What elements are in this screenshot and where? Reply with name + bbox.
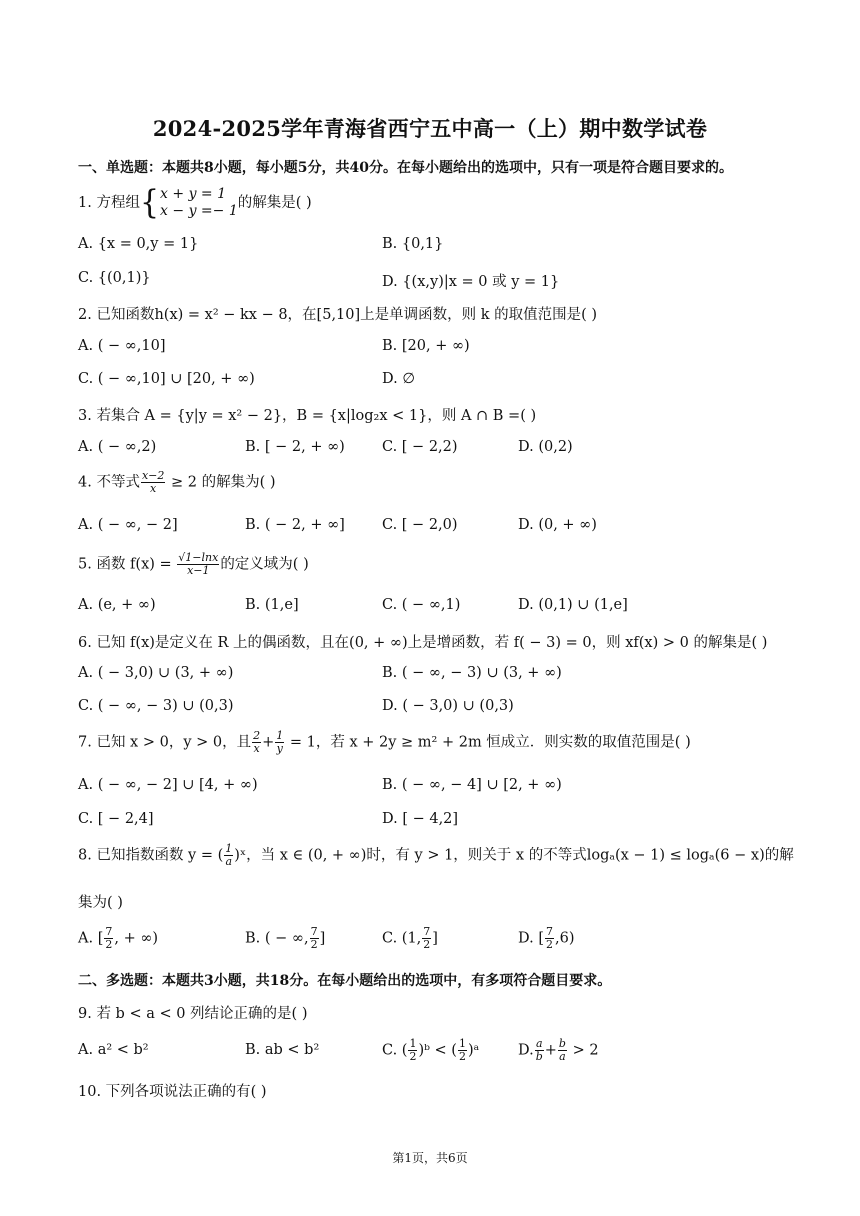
q8-a-fraction xyxy=(104,926,113,951)
q9-c-fraction-1 xyxy=(408,1038,417,1063)
section-single-choice: 一、单选题：本题共8小题，每小题5分，共40分。在每小题给出的选项中，只有一项是符合题目要求的。 xyxy=(78,160,733,176)
q8-d-fraction xyxy=(545,926,554,951)
q9-d-prefix: D. xyxy=(518,1042,534,1059)
q4-option-b: B. ( − 2, + ∞] xyxy=(245,517,345,533)
q9-d-suffix: > 2 xyxy=(567,1042,599,1059)
q8-suffix: )ˣ，当 x ∈ (0, + ∞)时，有 y > 1，则关于 x 的不等式logₐ(x − 1) ≤ logₐ(6 − x)的解 xyxy=(234,847,794,864)
q1-option-c: C. {(0,1)} xyxy=(78,270,151,286)
q9-c-fraction-2 xyxy=(458,1038,467,1063)
q8-option-a xyxy=(78,926,158,951)
q8-a-den: 2 xyxy=(105,938,113,951)
q4-fraction xyxy=(141,470,165,495)
q3-option-d: D. (0,2) xyxy=(518,439,573,455)
q8-c-suffix: ] xyxy=(432,930,438,947)
q9-d-f2-den: a xyxy=(559,1050,566,1063)
q8-c-den: 2 xyxy=(423,938,431,951)
q9-d-fraction-1 xyxy=(535,1038,544,1063)
q5-option-c: C. ( − ∞,1) xyxy=(382,597,461,613)
q5-option-d: D. (0,1) ∪ (1,e] xyxy=(518,597,628,613)
question-3: 3. 若集合 A = {y|y = x² − 2}，B = {x|log₂x < 1}，则 A ∩ B =( ) xyxy=(78,408,537,424)
page-title: 2024-2025学年青海省西宁五中高一（上）期中数学试卷 xyxy=(152,116,708,141)
q6-option-c: C. ( − ∞, − 3) ∪ (0,3) xyxy=(78,698,234,714)
q9-option-a: A. a² < b² xyxy=(78,1042,149,1058)
q8-denominator: a xyxy=(225,855,233,868)
q7-option-b: B. ( − ∞, − 4] ∪ [2, + ∞) xyxy=(382,777,562,793)
q5-denominator: x−1 xyxy=(187,564,210,577)
q4-denominator: x xyxy=(150,482,157,495)
q9-d-f1-den: b xyxy=(535,1050,543,1063)
q9-c-f1-num: 1 xyxy=(409,1037,417,1050)
question-8 xyxy=(78,843,794,868)
q9-c-middle: )ᵇ < ( xyxy=(418,1042,457,1059)
question-5 xyxy=(78,552,309,577)
q9-d-fraction-2 xyxy=(558,1038,567,1063)
question-1 xyxy=(78,183,312,222)
q7-fraction-1 xyxy=(252,730,261,755)
equation-1: x + y = 1 xyxy=(160,186,227,202)
q7-fraction-2 xyxy=(275,730,284,755)
q7-f1-numerator: 2 xyxy=(253,729,261,742)
q6-option-b: B. ( − ∞, − 3) ∪ (3, + ∞) xyxy=(382,665,562,681)
equation-system xyxy=(160,186,238,220)
q3-option-a: A. ( − ∞,2) xyxy=(78,439,157,455)
q9-c-suffix: )ᵃ xyxy=(467,1042,480,1059)
q2-option-d: D. ∅ xyxy=(382,371,415,387)
q1-prefix: 1. 方程组 xyxy=(78,195,140,211)
q4-option-a: A. ( − ∞, − 2] xyxy=(78,517,178,533)
equation-2: x − y =− 1 xyxy=(160,203,238,219)
q8-c-num: 7 xyxy=(423,925,431,938)
q8-a-num: 7 xyxy=(105,925,113,938)
question-2: 2. 已知函数h(x) = x² − kx − 8，在[5,10]上是单调函数，则 k 的取值范围是( ) xyxy=(78,307,598,323)
q8-option-b xyxy=(245,926,325,951)
q8-b-den: 2 xyxy=(310,938,318,951)
q8-prefix: 8. 已知指数函数 y = ( xyxy=(78,847,224,864)
q8-c-prefix: C. (1, xyxy=(382,930,422,947)
q7-f2-denominator: y xyxy=(276,742,283,755)
q4-numerator: x−2 xyxy=(141,469,165,482)
q8-a-suffix: , + ∞) xyxy=(114,930,159,947)
q7-suffix: = 1，若 x + 2y ≥ m² + 2m 恒成立．则实数的取值范围是( ) xyxy=(285,734,691,751)
question-6: 6. 已知 f(x)是定义在 R 上的偶函数，且在(0, + ∞)上是增函数，若 f( − 3) = 0，则 xf(x) > 0 的解集是( ) xyxy=(78,635,768,651)
q5-option-a: A. (e, + ∞) xyxy=(78,597,156,613)
q9-c-f2-den: 2 xyxy=(458,1050,466,1063)
section-multiple-choice: 二、多选题：本题共3小题，共18分。在每小题给出的选项中，有多项符合题目要求。 xyxy=(78,973,612,989)
q7-f1-denominator: x xyxy=(253,742,260,755)
q2-option-b: B. [20, + ∞) xyxy=(382,338,470,354)
q9-d-f2-num: b xyxy=(558,1037,566,1050)
question-9: 9. 若 b < a < 0 列结论正确的是( ) xyxy=(78,1006,308,1022)
q8-b-suffix: ] xyxy=(319,930,326,947)
q8-b-fraction xyxy=(310,926,319,951)
q5-numerator: √1−lnx xyxy=(178,551,219,564)
q4-prefix: 4. 不等式 xyxy=(78,474,140,491)
q8-d-den: 2 xyxy=(545,938,553,951)
q6-option-a: A. ( − 3,0) ∪ (3, + ∞) xyxy=(78,665,234,681)
q9-d-plus: + xyxy=(544,1042,557,1059)
q8-d-num: 7 xyxy=(545,925,553,938)
q3-option-b: B. [ − 2, + ∞) xyxy=(245,439,345,455)
q8-d-suffix: ,6) xyxy=(554,930,575,947)
q2-option-a: A. ( − ∞,10] xyxy=(78,338,166,354)
q7-plus: + xyxy=(262,734,275,751)
q1-option-a: A. {x = 0,y = 1} xyxy=(78,236,199,252)
q7-prefix: 7. 已知 x > 0，y > 0，且 xyxy=(78,734,252,751)
q9-option-d xyxy=(518,1038,599,1063)
q7-option-c: C. [ − 2,4] xyxy=(78,811,154,827)
q3-option-c: C. [ − 2,2) xyxy=(382,439,458,455)
q9-c-f2-num: 1 xyxy=(458,1037,466,1050)
q1-option-b: B. {0,1} xyxy=(382,236,444,252)
q7-f2-numerator: 1 xyxy=(276,729,284,742)
q7-option-a: A. ( − ∞, − 2] ∪ [4, + ∞) xyxy=(78,777,258,793)
q8-option-c xyxy=(382,926,438,951)
q4-option-d: D. (0, + ∞) xyxy=(518,517,597,533)
q1-suffix: 的解集是( ) xyxy=(237,195,312,211)
q2-option-c: C. ( − ∞,10] ∪ [20, + ∞) xyxy=(78,371,255,387)
question-8-continued: 集为( ) xyxy=(78,895,123,911)
q5-fraction xyxy=(177,552,219,577)
q5-option-b: B. (1,e] xyxy=(245,597,299,613)
q8-c-fraction xyxy=(422,926,431,951)
q5-prefix: 5. 函数 f(x) = xyxy=(78,556,177,573)
q4-suffix: ≥ 2 的解集为( ) xyxy=(166,474,276,491)
q9-d-f1-num: a xyxy=(535,1037,543,1050)
q8-d-prefix: D. [ xyxy=(518,930,544,947)
q8-fraction xyxy=(224,843,233,868)
brace-icon: { xyxy=(139,183,160,222)
q9-c-f1-den: 2 xyxy=(409,1050,417,1063)
q5-suffix: 的定义域为( ) xyxy=(220,556,309,573)
q9-option-b: B. ab < b² xyxy=(245,1042,320,1058)
page-footer: 第1页，共6页 xyxy=(392,1151,468,1165)
question-4 xyxy=(78,470,276,495)
q8-a-prefix: A. [ xyxy=(78,930,104,947)
q7-option-d: D. [ − 4,2] xyxy=(382,811,459,827)
q9-option-c xyxy=(382,1038,479,1063)
q8-b-prefix: B. ( − ∞, xyxy=(245,930,309,947)
q4-option-c: C. [ − 2,0) xyxy=(382,517,458,533)
q9-c-prefix: C. ( xyxy=(382,1042,408,1059)
q1-option-d: D. {(x,y)|x = 0 或 y = 1} xyxy=(382,274,560,290)
question-7 xyxy=(78,730,691,755)
q8-numerator: 1 xyxy=(225,842,233,855)
q8-b-num: 7 xyxy=(310,925,318,938)
q8-option-d xyxy=(518,926,574,951)
question-10: 10. 下列各项说法正确的有( ) xyxy=(78,1084,267,1100)
q6-option-d: D. ( − 3,0) ∪ (0,3) xyxy=(382,698,514,714)
